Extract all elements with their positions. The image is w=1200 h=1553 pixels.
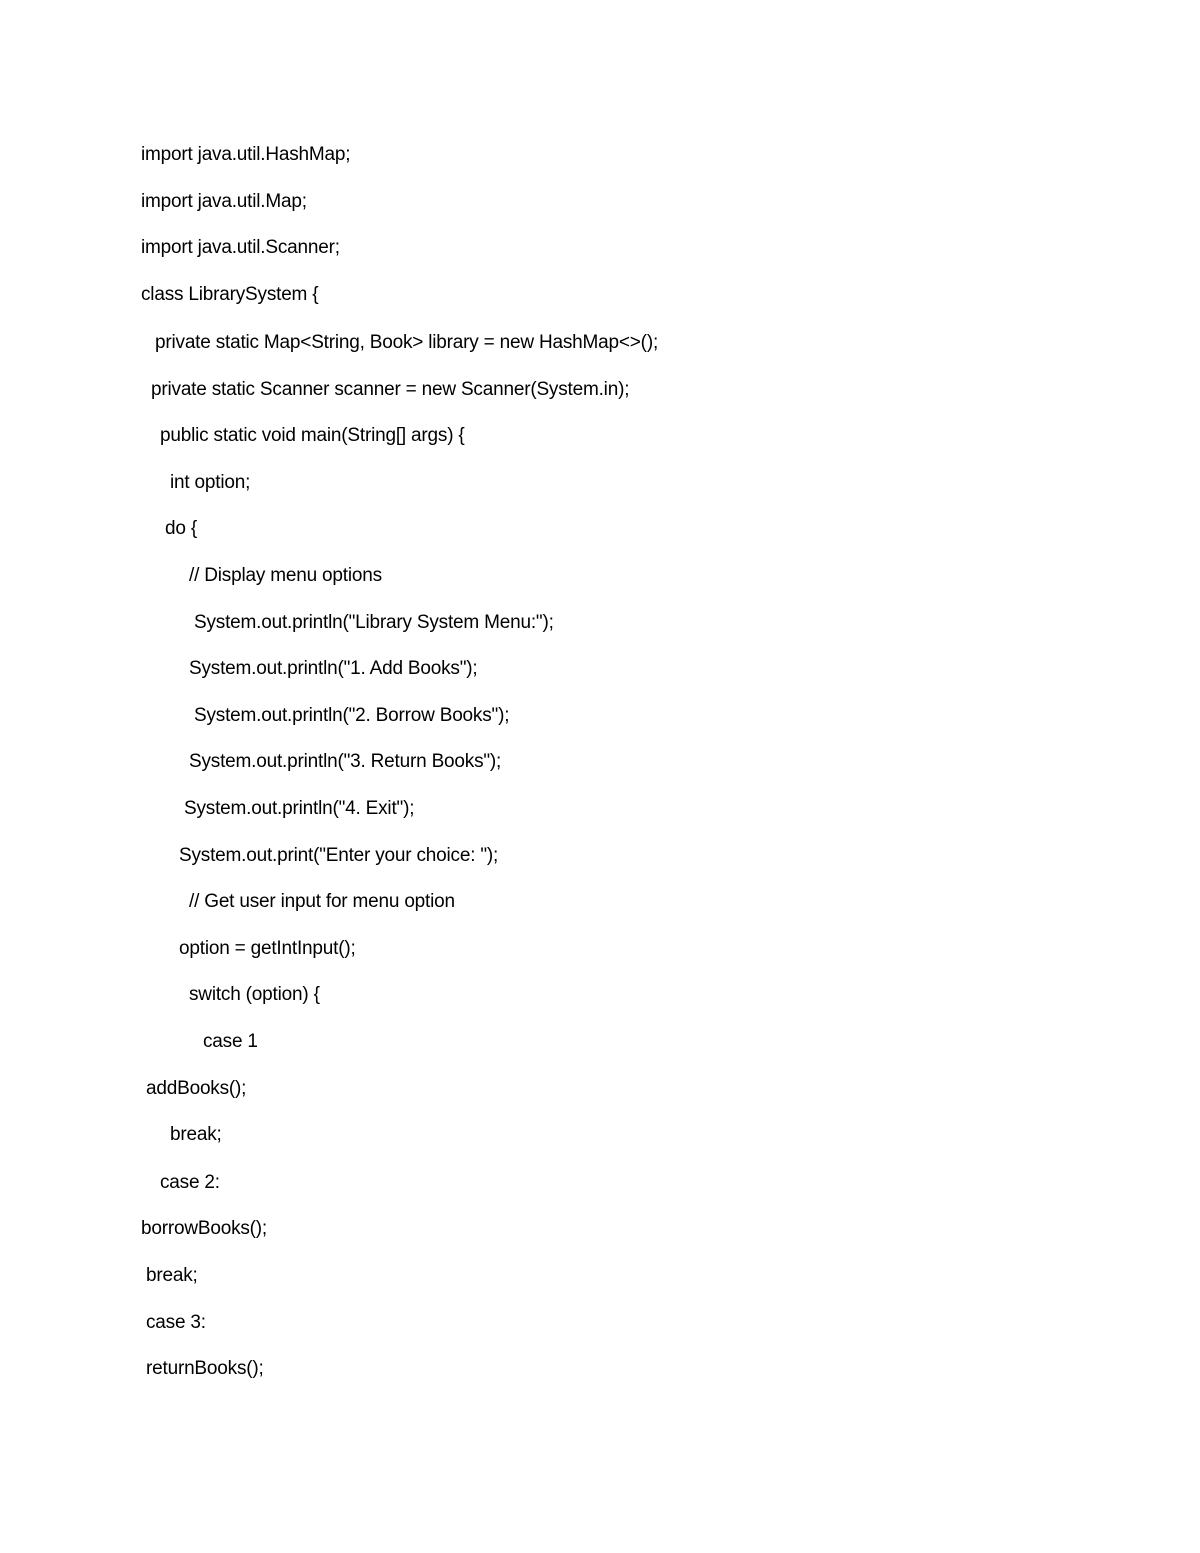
code-line-4: class LibrarySystem {	[141, 284, 319, 305]
code-line-23: case 2:	[160, 1172, 220, 1193]
code-line-10: // Display menu options	[189, 565, 382, 586]
code-line-22: break;	[170, 1124, 222, 1145]
code-line-1: import java.util.HashMap;	[141, 144, 351, 165]
code-line-18: option = getIntInput();	[179, 938, 356, 959]
code-line-11: System.out.println("Library System Menu:");	[194, 612, 554, 633]
code-line-17: // Get user input for menu option	[189, 891, 455, 912]
code-line-24: borrowBooks();	[141, 1218, 268, 1239]
code-line-5: private static Map<String, Book> library = new HashMap<>();	[155, 332, 659, 353]
code-line-21: addBooks();	[146, 1078, 247, 1099]
code-line-12: System.out.println("1. Add Books");	[189, 658, 478, 679]
code-line-8: int option;	[170, 472, 251, 493]
code-line-26: case 3:	[146, 1312, 206, 1333]
code-line-9: do {	[165, 518, 197, 539]
code-line-6: private static Scanner scanner = new Scanner(System.in);	[151, 379, 630, 400]
code-line-15: System.out.println("4. Exit");	[184, 798, 415, 819]
code-line-16: System.out.print("Enter your choice: ");	[179, 845, 499, 866]
code-line-20: case 1	[203, 1031, 258, 1052]
code-line-19: switch (option) {	[189, 984, 320, 1005]
code-line-2: import java.util.Map;	[141, 191, 307, 212]
code-line-27: returnBooks();	[146, 1358, 264, 1379]
code-line-25: break;	[146, 1265, 198, 1286]
code-line-14: System.out.println("3. Return Books");	[189, 751, 502, 772]
code-line-7: public static void main(String[] args) {	[160, 425, 465, 446]
code-line-13: System.out.println("2. Borrow Books");	[194, 705, 510, 726]
code-line-3: import java.util.Scanner;	[141, 237, 340, 258]
